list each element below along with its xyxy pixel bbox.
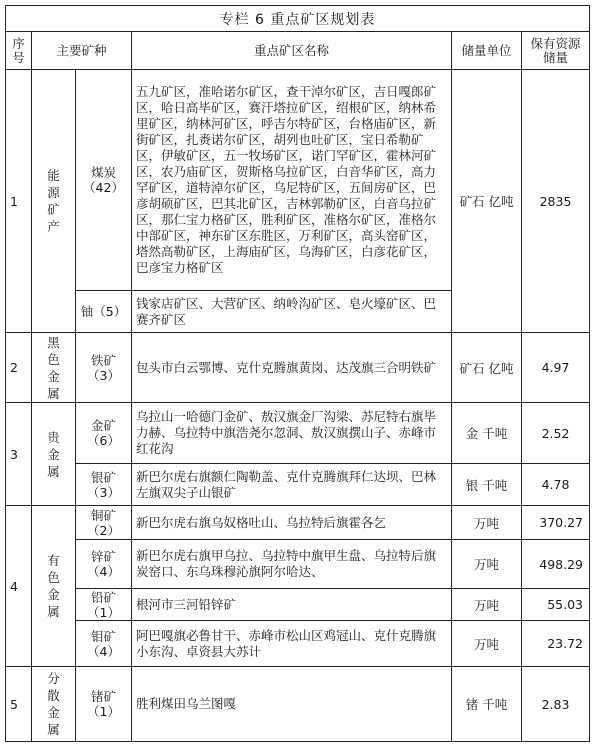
areas-cell: 根河市三河铅锌矿 xyxy=(132,589,452,621)
mineral-cell: 铜矿（2） xyxy=(76,506,132,540)
areas-cell: 新巴尔虎右旗乌奴格吐山、乌拉特后旗霍各乞 xyxy=(132,506,452,540)
unit-cell: 银 千吨 xyxy=(452,464,522,506)
title-row xyxy=(6,6,590,32)
reserve-cell: 55.03 xyxy=(522,589,590,621)
unit-cell: 万吨 xyxy=(452,589,522,621)
areas-cell: 钱家店矿区、大营矿区、纳岭沟矿区、皂火壕矿区、巴赛齐矿区 xyxy=(132,291,452,333)
areas-cell: 新巴尔虎右旗甲乌拉、乌拉特中旗甲生盘、乌拉特后旗炭窑口、东乌珠穆沁旗阿尔哈达、 xyxy=(132,540,452,589)
reserve-cell: 2.83 xyxy=(522,667,590,742)
header-mineral: 主要矿种 xyxy=(32,32,132,70)
reserve-cell: 2835 xyxy=(522,70,590,333)
unit-cell: 万吨 xyxy=(452,540,522,589)
reserve-cell: 498.29 xyxy=(522,540,590,589)
mineral-cell: 铁矿（3） xyxy=(76,333,132,403)
table-row xyxy=(6,540,590,589)
category-cell: 有色金属 xyxy=(32,506,76,667)
category-cell: 贵金属 xyxy=(32,403,76,506)
table-row xyxy=(6,464,590,506)
table-row xyxy=(6,403,590,464)
unit-cell: 金 千吨 xyxy=(452,403,522,464)
table-row xyxy=(6,506,590,540)
table-row xyxy=(6,333,590,403)
category-cell: 分散金属 xyxy=(32,667,76,742)
table-row xyxy=(6,667,590,742)
header-row xyxy=(6,32,590,70)
areas-cell: 包头市白云鄂博、克什克腾旗黄岗、达茂旗三合明铁矿 xyxy=(132,333,452,403)
mineral-cell: 锌矿（4） xyxy=(76,540,132,589)
header-areas: 重点矿区名称 xyxy=(132,32,452,70)
areas-cell: 新巴尔虎右旗额仁陶勒盖、克什克腾旗拜仁达坝、巴林左旗双尖子山银矿 xyxy=(132,464,452,506)
reserve-cell: 4.97 xyxy=(522,333,590,403)
areas-cell: 胜利煤田乌兰图嘎 xyxy=(132,667,452,742)
unit-cell: 矿石 亿吨 xyxy=(452,333,522,403)
unit-cell: 万吨 xyxy=(452,621,522,667)
reserve-cell: 23.72 xyxy=(522,621,590,667)
mineral-cell: 煤炭（42） xyxy=(76,70,132,291)
unit-cell: 矿石 亿吨 xyxy=(452,70,522,333)
reserve-cell: 4.78 xyxy=(522,464,590,506)
seq-cell: 1 xyxy=(6,70,32,333)
areas-cell: 五九矿区，准哈诺尔矿区，查干淖尔矿区，吉日嘎郎矿区，哈日高毕矿区，赛汗塔拉矿区，绍根矿区，纳林希里矿区，纳林河矿区，呼吉尔特矿区，台格庙矿区，新街矿区，扎赉诺尔矿区，胡列也吐矿区，宝日希勒矿区，伊敏矿区，五一牧场矿区，诺门罕矿区，霍林河矿区，农乃庙矿区，贺斯格乌拉矿区，白音华矿区，高力罕矿区，道特淖尔矿区，乌尼特矿区，五间房矿区，巴彦胡硕矿区，巴其北矿区，吉林郭勒矿区，白音乌拉矿区，那仁宝力格矿区，胜利矿区，准格尔矿区，准格尔中部矿区，神东矿区东胜区，万利矿区，高头窑矿区，塔然高勒矿区，上海庙矿区，乌海矿区，白彦花矿区，巴彦宝力格矿区 xyxy=(132,70,452,291)
category-cell: 黑色金属 xyxy=(32,333,76,403)
table-title: 专栏 6 重点矿区规划表 xyxy=(6,6,590,32)
key-mining-area-table xyxy=(5,5,590,742)
areas-cell: 阿巴嘎旗必鲁甘干、赤峰市松山区鸡冠山、克什克腾旗小东沟、卓资县大苏计 xyxy=(132,621,452,667)
unit-cell: 锗 千吨 xyxy=(452,667,522,742)
reserve-cell: 370.27 xyxy=(522,506,590,540)
mineral-cell: 金矿（6） xyxy=(76,403,132,464)
reserve-cell: 2.52 xyxy=(522,403,590,464)
table-row xyxy=(6,70,590,291)
mineral-cell: 铅矿（1） xyxy=(76,589,132,621)
seq-cell: 5 xyxy=(6,667,32,742)
category-cell: 能源矿产 xyxy=(32,70,76,333)
mineral-cell: 钼矿（4） xyxy=(76,621,132,667)
table-row xyxy=(6,589,590,621)
mineral-cell: 铀（5） xyxy=(76,291,132,333)
seq-cell: 3 xyxy=(6,403,32,506)
header-reserve: 保有资源储量 xyxy=(522,32,590,70)
table-row xyxy=(6,621,590,667)
unit-cell: 万吨 xyxy=(452,506,522,540)
header-seq: 序号 xyxy=(6,32,32,70)
header-unit: 储量单位 xyxy=(452,32,522,70)
mineral-cell: 锗矿（1） xyxy=(76,667,132,742)
seq-cell: 4 xyxy=(6,506,32,667)
seq-cell: 2 xyxy=(6,333,32,403)
areas-cell: 乌拉山一哈德门金矿、敖汉旗金厂沟梁、苏尼特右旗毕力赫、乌拉特中旗浩尧尔忽洞、敖汉旗撰山子、赤峰市红花沟 xyxy=(132,403,452,464)
mineral-cell: 银矿（3） xyxy=(76,464,132,506)
